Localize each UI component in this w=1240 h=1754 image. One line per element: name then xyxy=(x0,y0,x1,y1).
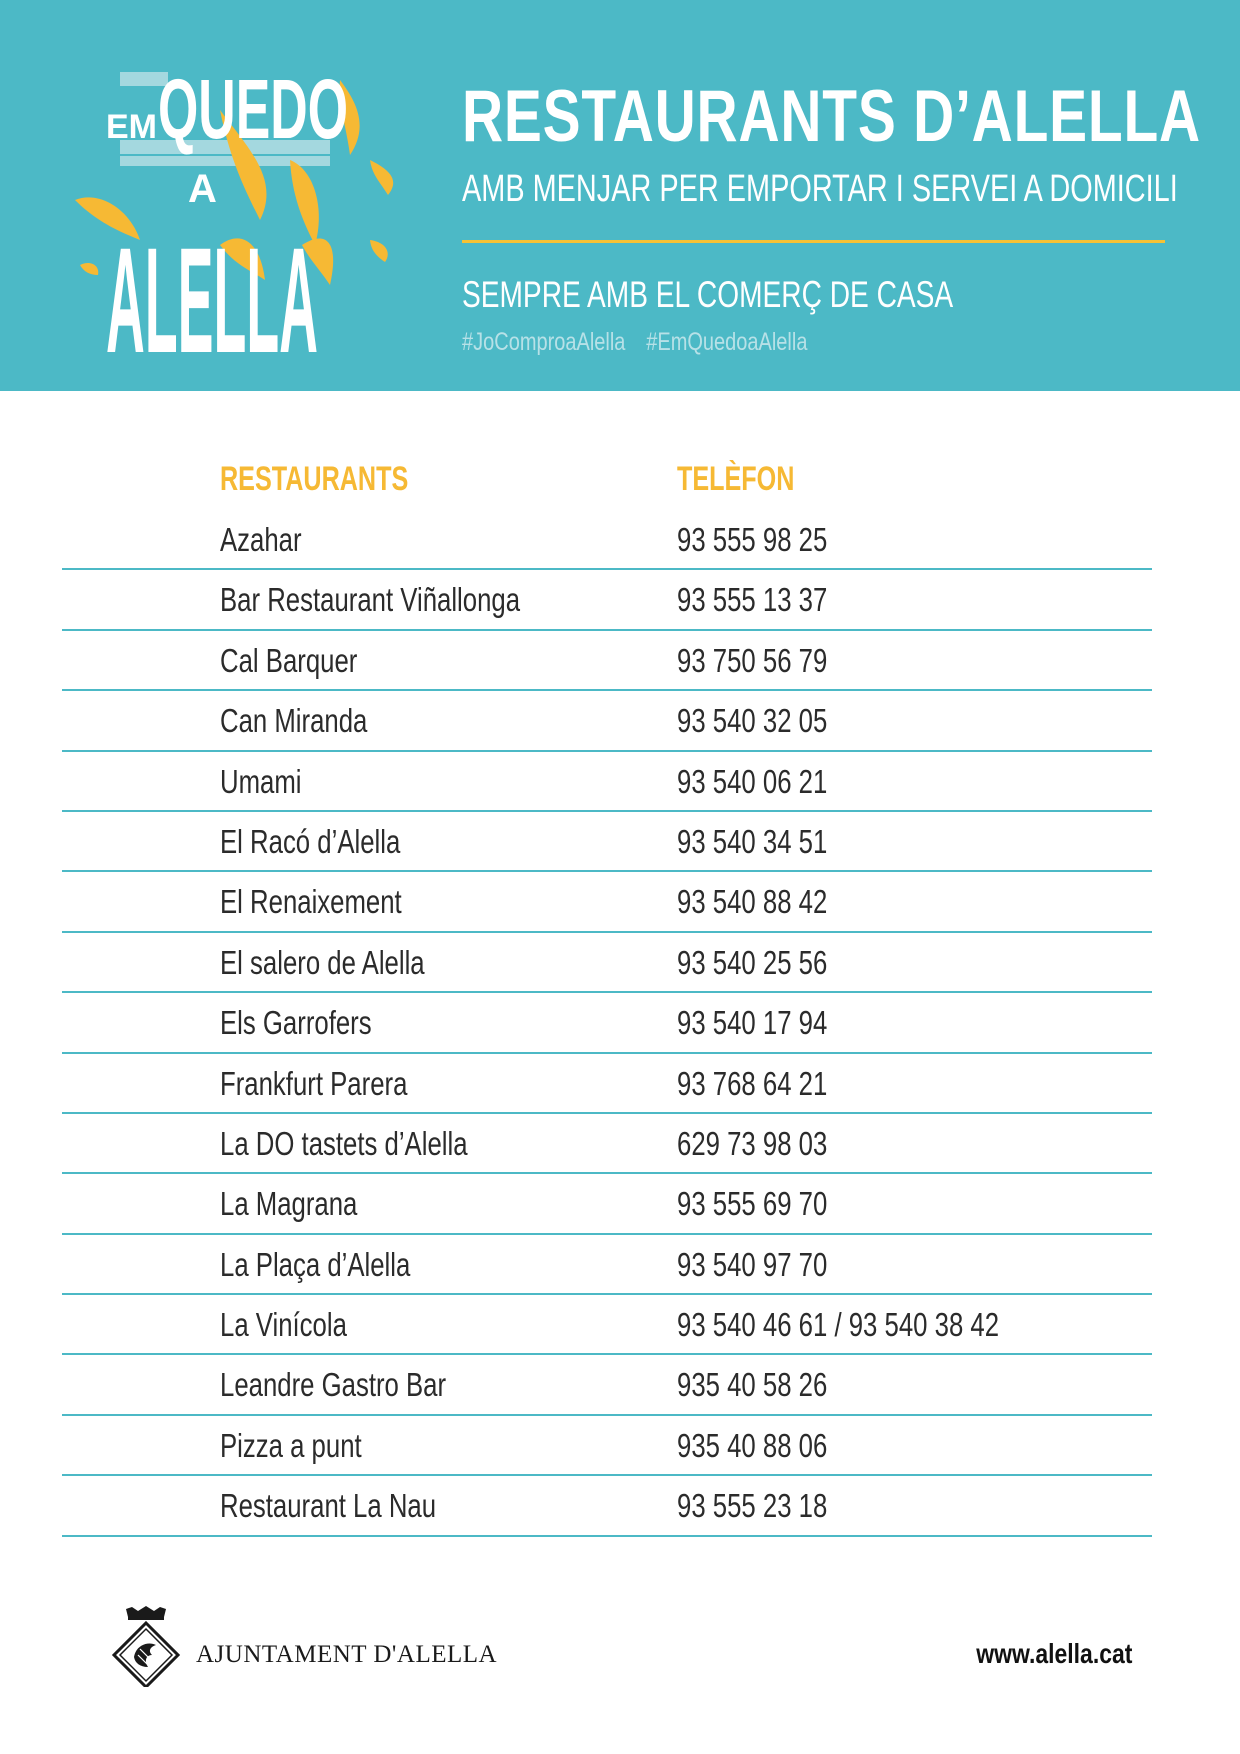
restaurant-name: El Racó d’Alella xyxy=(220,822,401,860)
logo-text-alella: ALELLA xyxy=(106,216,318,360)
restaurant-phone: 93 540 25 56 xyxy=(677,943,828,981)
restaurant-name: La Vinícola xyxy=(220,1306,347,1344)
logo-text-em: EM xyxy=(106,108,157,146)
restaurant-name: La Plaça d’Alella xyxy=(220,1245,411,1283)
table-row xyxy=(0,1235,1240,1295)
coat-of-arms-icon xyxy=(110,1605,182,1687)
restaurant-name: Els Garrofers xyxy=(220,1004,372,1042)
restaurant-phone: 93 555 23 18 xyxy=(677,1487,828,1525)
table-row xyxy=(0,933,1240,993)
table-row xyxy=(0,812,1240,872)
column-header-telefon: TELÈFON xyxy=(677,460,795,498)
restaurant-name: El salero de Alella xyxy=(220,943,425,981)
restaurant-phone: 935 40 88 06 xyxy=(677,1426,828,1464)
restaurant-phone: 93 768 64 21 xyxy=(677,1064,828,1102)
table-row xyxy=(0,752,1240,812)
row-divider xyxy=(62,1535,1152,1537)
table-row xyxy=(0,1174,1240,1234)
table-row xyxy=(0,1295,1240,1355)
restaurant-phone: 93 555 69 70 xyxy=(677,1185,828,1223)
table-row xyxy=(0,510,1240,570)
page-title: RESTAURANTS D’ALELLA xyxy=(462,76,1201,157)
restaurant-phone: 93 750 56 79 xyxy=(677,641,828,679)
restaurant-phone: 93 540 88 42 xyxy=(677,883,828,921)
restaurant-name: Bar Restaurant Viñallonga xyxy=(220,581,521,619)
table-row xyxy=(0,1054,1240,1114)
table-row xyxy=(0,1476,1240,1536)
organization-name: AJUNTAMENT D'ALELLA xyxy=(196,1641,498,1668)
restaurant-name: Leandre Gastro Bar xyxy=(220,1366,447,1404)
table-row xyxy=(0,993,1240,1053)
restaurant-name: Can Miranda xyxy=(220,702,368,740)
table-row xyxy=(0,570,1240,630)
restaurant-name: Restaurant La Nau xyxy=(220,1487,437,1525)
hashtag: #JoComproaAlella xyxy=(462,328,626,356)
restaurant-phone: 93 540 17 94 xyxy=(677,1004,828,1042)
restaurant-phone: 93 540 97 70 xyxy=(677,1245,828,1283)
table-row xyxy=(0,872,1240,932)
hashtags xyxy=(462,330,894,355)
table-row xyxy=(0,1355,1240,1415)
table-row xyxy=(0,1416,1240,1476)
logo-text-quedo: QUEDO xyxy=(158,70,348,156)
column-header-restaurants: RESTAURANTS xyxy=(220,460,409,498)
table-row xyxy=(0,1114,1240,1174)
restaurant-name: Umami xyxy=(220,762,302,800)
restaurant-name: La Magrana xyxy=(220,1185,358,1223)
restaurant-name: Cal Barquer xyxy=(220,641,358,679)
restaurant-phone: 629 73 98 03 xyxy=(677,1124,828,1162)
restaurant-phone: 93 555 13 37 xyxy=(677,581,828,619)
header-banner xyxy=(0,0,1240,391)
restaurant-phone: 93 540 34 51 xyxy=(677,822,828,860)
restaurant-phone: 935 40 58 26 xyxy=(677,1366,828,1404)
restaurant-phone: 93 540 46 61 / 93 540 38 42 xyxy=(677,1306,1000,1344)
page-subtitle: AMB MENJAR PER EMPORTAR I SERVEI A DOMICILI xyxy=(462,168,1178,210)
hashtag: #EmQuedoaAlella xyxy=(646,328,808,356)
header-divider xyxy=(462,240,1165,243)
table-row xyxy=(0,691,1240,751)
restaurant-phone: 93 540 32 05 xyxy=(677,702,828,740)
restaurant-name: Pizza a punt xyxy=(220,1426,362,1464)
restaurant-name: El Renaixement xyxy=(220,883,402,921)
restaurant-list xyxy=(0,510,1240,1537)
website-link[interactable]: www.alella.cat xyxy=(975,1638,1132,1669)
restaurant-name: La DO tastets d’Alella xyxy=(220,1124,468,1162)
restaurant-name: Azahar xyxy=(220,521,302,558)
tagline: SEMPRE AMB EL COMERÇ DE CASA xyxy=(462,274,954,315)
restaurant-name: Frankfurt Parera xyxy=(220,1064,408,1102)
em-quedo-a-alella-logo xyxy=(70,70,410,360)
restaurant-phone: 93 540 06 21 xyxy=(677,762,828,800)
table-row xyxy=(0,631,1240,691)
logo-text-a: A xyxy=(188,167,217,211)
restaurant-phone: 93 555 98 25 xyxy=(677,521,828,558)
